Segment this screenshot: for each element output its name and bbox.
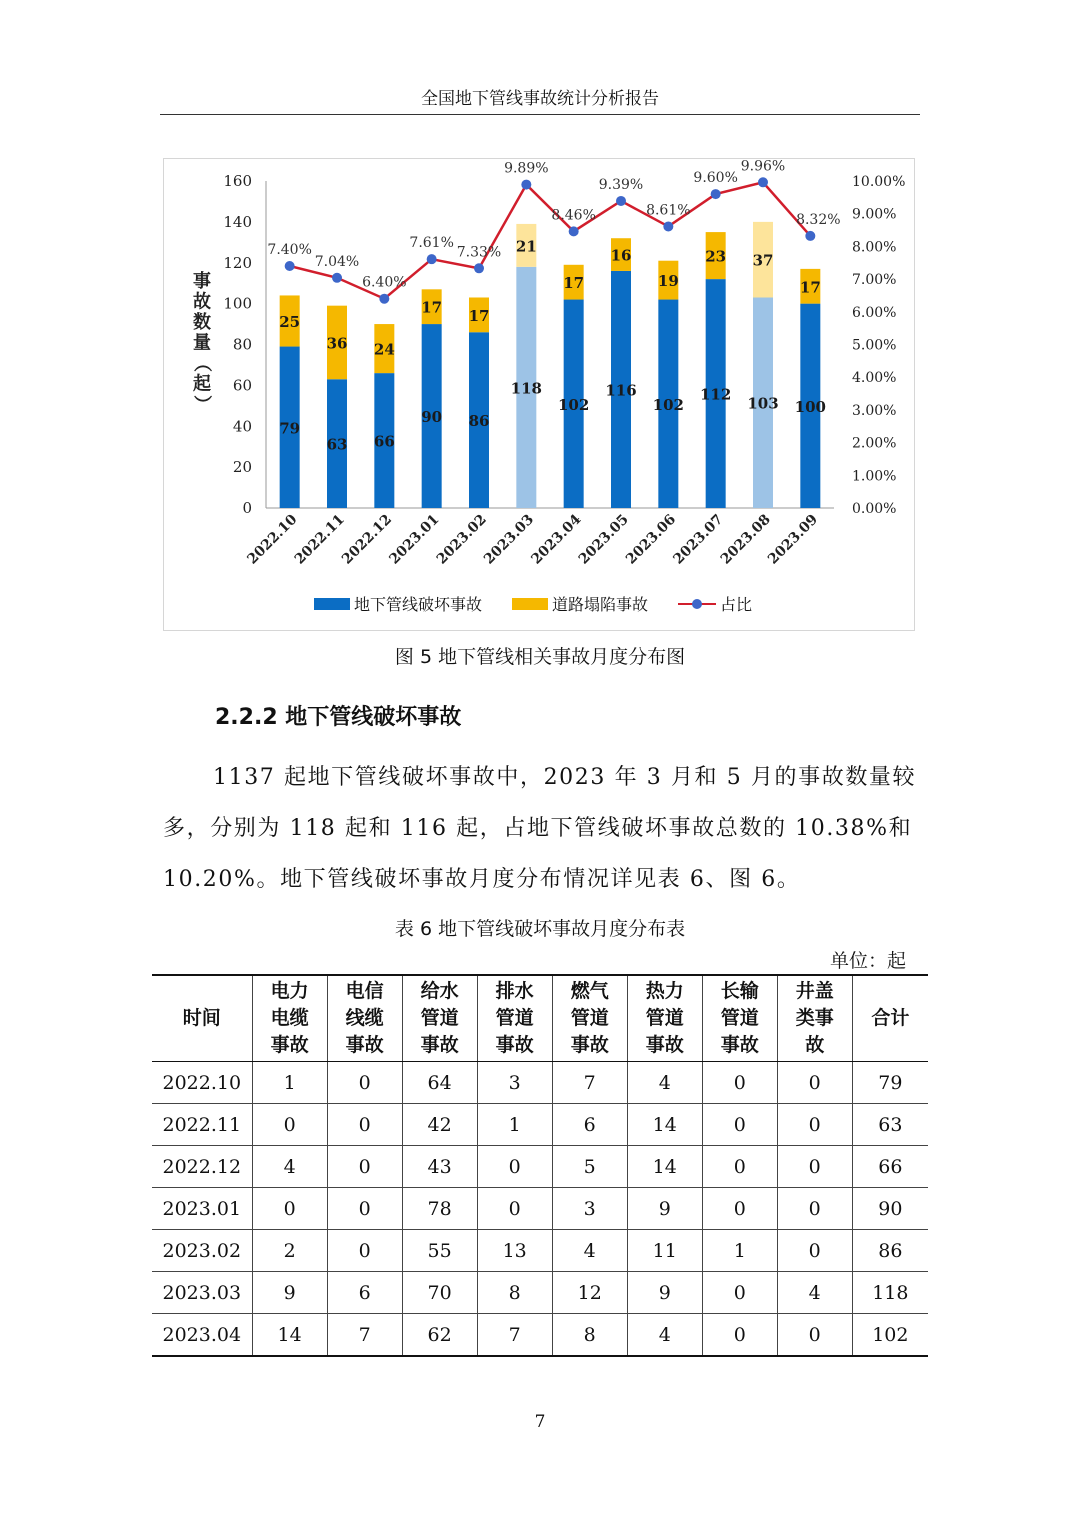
bar-damage-label: 100 bbox=[794, 397, 826, 416]
table-cell: 7 bbox=[477, 1314, 552, 1357]
legend-item-collapse bbox=[512, 592, 648, 615]
y-tick-label: 140 bbox=[223, 212, 252, 231]
table-cell: 9 bbox=[627, 1272, 702, 1314]
bar-damage-label: 90 bbox=[421, 408, 443, 427]
table-cell: 0 bbox=[477, 1146, 552, 1188]
y2-tick-label: 7.00% bbox=[852, 272, 897, 289]
header-line: 事故 bbox=[270, 1034, 309, 1056]
table-cell: 4 bbox=[252, 1146, 327, 1188]
ratio-label: 9.39% bbox=[598, 176, 644, 193]
table-cell: 0 bbox=[327, 1230, 402, 1272]
x-tick-label: 2023.01 bbox=[386, 511, 443, 568]
table-row bbox=[152, 1104, 928, 1146]
ratio-marker bbox=[332, 273, 342, 283]
table-header-cell bbox=[252, 975, 327, 1062]
y-tick-label: 80 bbox=[232, 335, 252, 354]
table-cell: 0 bbox=[702, 1062, 777, 1104]
x-tick-label: 2022.12 bbox=[339, 511, 396, 568]
section-heading: 2.2.2 地下管线破坏事故 bbox=[215, 705, 462, 730]
table-cell: 12 bbox=[552, 1272, 627, 1314]
x-tick-label: 2022.11 bbox=[291, 511, 348, 568]
table-cell: 43 bbox=[402, 1146, 477, 1188]
header-line: 井盖 bbox=[795, 980, 834, 1002]
ratio-marker bbox=[521, 180, 531, 190]
table-cell: 64 bbox=[402, 1062, 477, 1104]
bar-damage-label: 86 bbox=[468, 412, 490, 431]
header-line: 事故 bbox=[720, 1034, 759, 1056]
table-cell: 0 bbox=[777, 1104, 852, 1146]
header-line: 给水 bbox=[420, 980, 459, 1002]
table-cell: 11 bbox=[627, 1230, 702, 1272]
x-tick-label: 2023.04 bbox=[528, 511, 585, 568]
table-cell: 0 bbox=[777, 1062, 852, 1104]
y2-tick-label: 0.00% bbox=[852, 501, 897, 517]
table-cell: 0 bbox=[327, 1104, 402, 1146]
table-cell: 4 bbox=[627, 1314, 702, 1357]
y2-tick-label: 2.00% bbox=[852, 435, 897, 452]
bar-damage-label: 118 bbox=[510, 379, 542, 398]
table-header-cell bbox=[327, 975, 402, 1062]
header-line: 电缆 bbox=[270, 1007, 309, 1029]
bar-collapse-label: 17 bbox=[563, 274, 585, 293]
header-line: 事故 bbox=[420, 1034, 459, 1056]
table-cell: 1 bbox=[702, 1230, 777, 1272]
table-header-cell bbox=[777, 975, 852, 1062]
y-tick-label: 120 bbox=[223, 253, 252, 272]
bar-collapse-label: 25 bbox=[279, 312, 301, 331]
header-line: 事故 bbox=[645, 1034, 684, 1056]
ratio-label: 8.46% bbox=[551, 207, 596, 224]
y-tick-label: 0 bbox=[242, 499, 252, 517]
table-cell: 14 bbox=[252, 1314, 327, 1357]
x-tick-label: 2022.10 bbox=[244, 511, 301, 568]
table-cell: 2022.12 bbox=[152, 1146, 252, 1188]
report-title: 全国地下管线事故统计分析报告 bbox=[421, 89, 659, 109]
y2-tick-label: 3.00% bbox=[852, 402, 897, 419]
table-cell: 0 bbox=[777, 1188, 852, 1230]
header-line: 电力 bbox=[270, 980, 309, 1002]
header-line: 合计 bbox=[871, 1007, 910, 1029]
table-cell: 2023.04 bbox=[152, 1314, 252, 1357]
bar-damage-label: 102 bbox=[652, 395, 684, 414]
y2-tick-label: 5.00% bbox=[852, 337, 897, 354]
y-axis-label-char: ） bbox=[191, 395, 212, 413]
y-axis-label-char: 数 bbox=[193, 312, 211, 333]
table-header-cell bbox=[402, 975, 477, 1062]
table-cell: 3 bbox=[477, 1062, 552, 1104]
table-cell: 0 bbox=[327, 1062, 402, 1104]
header-line: 电信 bbox=[345, 980, 384, 1002]
header-line: 管道 bbox=[495, 1007, 534, 1029]
table-row bbox=[152, 1146, 928, 1188]
table-cell: 78 bbox=[402, 1188, 477, 1230]
x-tick-label: 2023.06 bbox=[623, 511, 680, 568]
table-cell: 66 bbox=[852, 1146, 928, 1188]
table-cell: 1 bbox=[252, 1062, 327, 1104]
y2-tick-label: 8.00% bbox=[852, 239, 897, 256]
ratio-marker bbox=[663, 221, 673, 231]
chart-figure bbox=[163, 158, 915, 631]
table-row bbox=[152, 1188, 928, 1230]
header-line: 故 bbox=[805, 1034, 825, 1056]
table-cell: 0 bbox=[252, 1104, 327, 1146]
table-row bbox=[152, 1230, 928, 1272]
y2-tick-label: 1.00% bbox=[852, 468, 897, 485]
body-paragraph bbox=[163, 752, 918, 905]
table-cell: 0 bbox=[252, 1188, 327, 1230]
ratio-marker bbox=[285, 261, 295, 271]
bar-line-chart bbox=[164, 159, 914, 579]
table-cell: 2 bbox=[252, 1230, 327, 1272]
y-tick-label: 40 bbox=[232, 417, 252, 436]
header-line: 类事 bbox=[795, 1007, 834, 1029]
table-cell: 0 bbox=[777, 1146, 852, 1188]
ratio-label: 7.40% bbox=[267, 242, 312, 259]
table-cell: 42 bbox=[402, 1104, 477, 1146]
y-axis-label-char: 量 bbox=[193, 332, 211, 354]
table-cell: 2022.11 bbox=[152, 1104, 252, 1146]
table-header-cell bbox=[627, 975, 702, 1062]
ratio-label: 7.04% bbox=[314, 253, 360, 270]
bar-damage-label: 102 bbox=[558, 395, 590, 414]
header-line: 时间 bbox=[182, 1007, 221, 1029]
table-cell: 55 bbox=[402, 1230, 477, 1272]
table-cell: 8 bbox=[552, 1314, 627, 1357]
bar-damage-label: 63 bbox=[326, 435, 348, 454]
table-cell: 0 bbox=[477, 1188, 552, 1230]
legend-item-ratio bbox=[678, 592, 752, 615]
table-caption: 表 6 地下管线破坏事故月度分布表 bbox=[394, 918, 686, 940]
page-number: 7 bbox=[534, 1412, 546, 1432]
ratio-label: 6.40% bbox=[362, 274, 407, 291]
x-tick-label: 2023.09 bbox=[765, 511, 822, 568]
page-header bbox=[160, 86, 920, 115]
bar-damage-label: 79 bbox=[279, 419, 301, 438]
bar-damage-label: 116 bbox=[605, 381, 637, 400]
header-line: 事故 bbox=[345, 1034, 384, 1056]
legend-swatch-ratio bbox=[678, 598, 716, 610]
bar-collapse-label: 23 bbox=[705, 247, 727, 266]
header-line: 管道 bbox=[645, 1007, 684, 1029]
table-cell: 6 bbox=[552, 1104, 627, 1146]
ratio-marker bbox=[427, 254, 437, 264]
table-cell: 2023.01 bbox=[152, 1188, 252, 1230]
bar-damage-label: 66 bbox=[373, 432, 395, 451]
y-tick-label: 20 bbox=[232, 458, 252, 477]
header-line: 线缆 bbox=[345, 1007, 384, 1029]
header-line: 事故 bbox=[570, 1034, 609, 1056]
bar-collapse-label: 17 bbox=[468, 306, 490, 325]
legend-label-ratio: 占比 bbox=[720, 595, 753, 614]
ratio-marker bbox=[569, 226, 579, 236]
table-cell: 62 bbox=[402, 1314, 477, 1357]
x-tick-label: 2023.08 bbox=[717, 511, 774, 568]
ratio-label: 7.61% bbox=[409, 235, 454, 252]
y-tick-label: 100 bbox=[223, 294, 252, 313]
table-cell: 9 bbox=[252, 1272, 327, 1314]
ratio-marker bbox=[379, 294, 389, 304]
table-cell: 2023.02 bbox=[152, 1230, 252, 1272]
table-cell: 0 bbox=[702, 1188, 777, 1230]
ratio-label: 8.32% bbox=[796, 211, 841, 228]
y2-tick-label: 9.00% bbox=[852, 206, 897, 223]
table-cell: 8 bbox=[477, 1272, 552, 1314]
table-row bbox=[152, 1272, 928, 1314]
header-line: 管道 bbox=[720, 1007, 759, 1029]
table-cell: 79 bbox=[852, 1062, 928, 1104]
table-cell: 14 bbox=[627, 1104, 702, 1146]
bar-collapse-label: 17 bbox=[421, 298, 443, 317]
ratio-label: 7.33% bbox=[456, 244, 502, 261]
legend-item-damage bbox=[314, 592, 482, 615]
table-cell: 1 bbox=[477, 1104, 552, 1146]
ratio-marker bbox=[805, 231, 815, 241]
header-line: 热力 bbox=[645, 980, 684, 1002]
legend-label-damage: 地下管线破坏事故 bbox=[354, 595, 483, 614]
ratio-marker bbox=[474, 263, 484, 273]
bar-collapse-label: 17 bbox=[799, 278, 821, 297]
bar-collapse-label: 21 bbox=[515, 237, 537, 256]
table-unit: 单位：起 bbox=[829, 950, 906, 972]
table-header-cell bbox=[702, 975, 777, 1062]
bar-collapse-label: 37 bbox=[752, 251, 774, 270]
table-cell: 5 bbox=[552, 1146, 627, 1188]
x-tick-label: 2023.07 bbox=[670, 511, 727, 568]
table-cell: 0 bbox=[702, 1146, 777, 1188]
table-cell: 0 bbox=[702, 1314, 777, 1357]
table-cell: 0 bbox=[327, 1146, 402, 1188]
table-header-cell bbox=[477, 975, 552, 1062]
bar-damage-label: 103 bbox=[747, 394, 779, 413]
table-cell: 7 bbox=[552, 1062, 627, 1104]
table-cell: 4 bbox=[552, 1230, 627, 1272]
table-cell: 14 bbox=[627, 1146, 702, 1188]
legend-swatch-collapse bbox=[512, 598, 548, 610]
table-cell: 0 bbox=[702, 1272, 777, 1314]
y-tick-label: 160 bbox=[223, 172, 252, 190]
table-cell: 4 bbox=[627, 1062, 702, 1104]
table-body bbox=[152, 1062, 928, 1357]
table-cell: 70 bbox=[402, 1272, 477, 1314]
header-line: 长输 bbox=[720, 980, 759, 1002]
legend-swatch-damage bbox=[314, 598, 350, 610]
y2-tick-label: 4.00% bbox=[852, 370, 897, 387]
ratio-label: 9.96% bbox=[740, 159, 786, 175]
paragraph-text: 1137 起地下管线破坏事故中，2023 年 3 月和 5 月的事故数量较多，分别为 118 起和 116 起，占地下管线破坏事故总数的 10.38%和 10.20%。地下管线破坏事故月度分布情况详见表 6、图 6。 bbox=[163, 765, 917, 892]
y2-tick-label: 10.00% bbox=[852, 174, 906, 190]
table-cell: 6 bbox=[327, 1272, 402, 1314]
header-line: 事故 bbox=[495, 1034, 534, 1056]
legend-label-collapse: 道路塌陷事故 bbox=[552, 595, 649, 614]
ratio-marker bbox=[616, 196, 626, 206]
ratio-label: 8.61% bbox=[646, 202, 691, 219]
y-axis-label-char: （ bbox=[191, 354, 212, 372]
table-cell: 102 bbox=[852, 1314, 928, 1357]
table-row bbox=[152, 1062, 928, 1104]
accident-table bbox=[152, 974, 928, 1357]
table-row bbox=[152, 1314, 928, 1357]
table-cell: 2023.03 bbox=[152, 1272, 252, 1314]
table-cell: 7 bbox=[327, 1314, 402, 1357]
y-axis-label-char: 故 bbox=[193, 291, 211, 313]
y-tick-label: 60 bbox=[232, 376, 252, 395]
bar-collapse-label: 24 bbox=[373, 340, 395, 359]
table-cell: 118 bbox=[852, 1272, 928, 1314]
header-line: 燃气 bbox=[570, 980, 609, 1002]
ratio-marker bbox=[711, 189, 721, 199]
y-axis-label-char: 事 bbox=[193, 271, 211, 292]
bar-damage-label: 112 bbox=[700, 385, 732, 404]
table-header-row bbox=[152, 975, 928, 1062]
figure-caption: 图 5 地下管线相关事故月度分布图 bbox=[394, 646, 686, 668]
table-cell: 2022.10 bbox=[162, 1071, 242, 1094]
header-line: 管道 bbox=[570, 1007, 609, 1029]
bar-collapse-label: 36 bbox=[326, 334, 348, 353]
table-cell: 0 bbox=[777, 1230, 852, 1272]
ratio-label: 9.60% bbox=[693, 170, 738, 187]
table-header-cell bbox=[152, 975, 252, 1062]
x-tick-label: 2023.05 bbox=[575, 511, 632, 568]
table-cell: 0 bbox=[702, 1104, 777, 1146]
table-cell: 0 bbox=[777, 1314, 852, 1357]
table-cell: 13 bbox=[477, 1230, 552, 1272]
table-cell: 3 bbox=[552, 1188, 627, 1230]
ratio-marker bbox=[758, 177, 768, 187]
table-cell: 9 bbox=[627, 1188, 702, 1230]
y2-tick-label: 6.00% bbox=[852, 304, 897, 321]
ratio-label: 9.89% bbox=[504, 160, 549, 177]
table-cell: 86 bbox=[852, 1230, 928, 1272]
table-cell: 0 bbox=[327, 1188, 402, 1230]
table-cell: 4 bbox=[777, 1272, 852, 1314]
bar-collapse-label: 19 bbox=[657, 272, 679, 291]
table-cell: 63 bbox=[852, 1104, 928, 1146]
table-header-cell bbox=[552, 975, 627, 1062]
bar-collapse-label: 16 bbox=[610, 246, 632, 265]
y-axis-label-char: 起 bbox=[193, 373, 211, 395]
x-tick-label: 2023.03 bbox=[481, 511, 538, 568]
table-cell: 90 bbox=[852, 1188, 928, 1230]
table-header-cell bbox=[852, 975, 928, 1062]
header-line: 管道 bbox=[420, 1007, 459, 1029]
x-tick-label: 2023.02 bbox=[433, 511, 490, 568]
header-line: 排水 bbox=[495, 980, 534, 1002]
chart-legend bbox=[314, 592, 752, 615]
